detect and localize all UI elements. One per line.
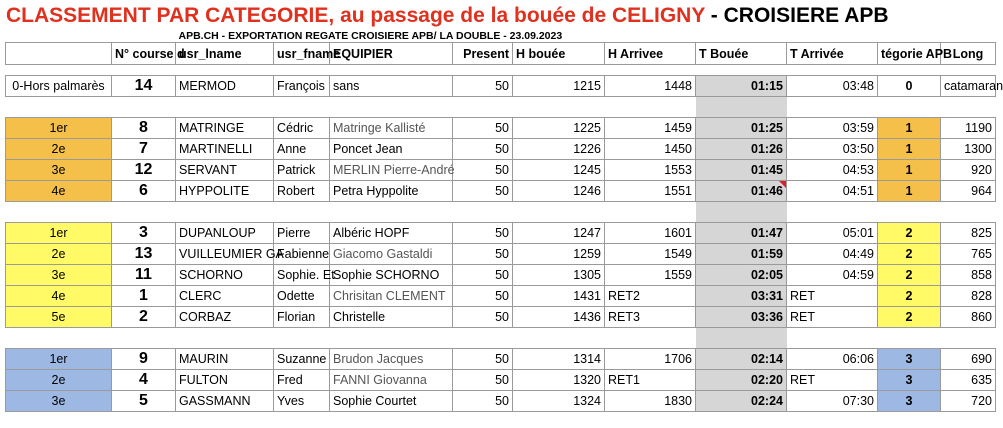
- cell-empty[interactable]: [6, 30, 112, 43]
- lastname-cell[interactable]: HYPPOLITE: [176, 181, 274, 202]
- separator-row: [6, 202, 996, 223]
- lastname-cell[interactable]: CLERC: [176, 286, 274, 307]
- category-cell[interactable]: 2: [878, 223, 941, 244]
- category-cell[interactable]: 1: [878, 118, 941, 139]
- cell-empty[interactable]: [787, 328, 878, 349]
- cell-empty[interactable]: [513, 97, 605, 118]
- cell-empty[interactable]: [941, 65, 996, 76]
- category-cell[interactable]: 1: [878, 160, 941, 181]
- cell-empty[interactable]: [274, 97, 330, 118]
- table-row[interactable]: [6, 286, 996, 307]
- cell-empty[interactable]: [112, 30, 176, 43]
- cell-empty[interactable]: [513, 328, 605, 349]
- table-row[interactable]: [6, 181, 996, 202]
- column-header[interactable]: T Arrivée: [787, 43, 878, 65]
- firstname-cell[interactable]: Suzanne: [274, 349, 330, 370]
- buoy-time-cell[interactable]: 01:26: [696, 139, 787, 160]
- lastname-cell[interactable]: GASSMANN: [176, 391, 274, 412]
- buoy-hour-cell[interactable]: 1246: [513, 181, 605, 202]
- race-number-cell[interactable]: 8: [112, 118, 176, 139]
- category-cell[interactable]: 2: [878, 307, 941, 328]
- crew-cell[interactable]: sans: [330, 76, 453, 97]
- arrival-hour-cell[interactable]: RET2: [605, 286, 696, 307]
- cell-empty[interactable]: [112, 202, 176, 223]
- rank-cell[interactable]: 1er: [6, 349, 112, 370]
- buoy-hour-cell[interactable]: 1245: [513, 160, 605, 181]
- cell-empty[interactable]: [605, 328, 696, 349]
- race-number-cell[interactable]: 1: [112, 286, 176, 307]
- length-cell[interactable]: catamaran: [941, 76, 996, 97]
- table-row[interactable]: [6, 76, 996, 97]
- title-main: CLASSEMENT PAR CATEGORIE, au passage de la bouée de CELIGNY: [6, 4, 705, 27]
- length-cell[interactable]: 920: [941, 160, 996, 181]
- firstname-cell[interactable]: Pierre: [274, 223, 330, 244]
- category-cell[interactable]: 1: [878, 181, 941, 202]
- cell-empty[interactable]: [330, 97, 453, 118]
- cell-empty[interactable]: [513, 65, 605, 76]
- rank-cell[interactable]: 2e: [6, 244, 112, 265]
- column-header[interactable]: tégorie APB: [878, 43, 941, 65]
- rank-cell[interactable]: 2e: [6, 139, 112, 160]
- cell-empty[interactable]: [274, 65, 330, 76]
- table-row[interactable]: [6, 349, 996, 370]
- category-cell[interactable]: 3: [878, 349, 941, 370]
- buoy-hour-cell[interactable]: 1226: [513, 139, 605, 160]
- arrival-hour-cell[interactable]: 1551: [605, 181, 696, 202]
- arrival-hour-cell[interactable]: 1450: [605, 139, 696, 160]
- column-header[interactable]: EQUIPIER: [330, 43, 453, 65]
- cell-empty[interactable]: [513, 202, 605, 223]
- crew-cell[interactable]: Matringe Kallisté: [330, 118, 453, 139]
- race-number-cell[interactable]: 9: [112, 349, 176, 370]
- arrival-time-cell[interactable]: RET: [787, 307, 878, 328]
- length-cell[interactable]: 858: [941, 265, 996, 286]
- column-header[interactable]: usr_lname: [176, 43, 274, 65]
- cell-empty[interactable]: [696, 202, 787, 223]
- buoy-hour-cell[interactable]: 1247: [513, 223, 605, 244]
- firstname-cell[interactable]: Patrick: [274, 160, 330, 181]
- buoy-time-cell[interactable]: 02:14: [696, 349, 787, 370]
- firstname-cell[interactable]: Florian: [274, 307, 330, 328]
- cell-empty[interactable]: [696, 328, 787, 349]
- buoy-hour-cell[interactable]: 1225: [513, 118, 605, 139]
- arrival-hour-cell[interactable]: 1559: [605, 265, 696, 286]
- rank-cell[interactable]: 4e: [6, 286, 112, 307]
- lastname-cell[interactable]: MERMOD: [176, 76, 274, 97]
- cell-empty[interactable]: [787, 65, 878, 76]
- rank-cell[interactable]: 3e: [6, 160, 112, 181]
- table-row[interactable]: [6, 160, 996, 181]
- header-row: [6, 43, 996, 65]
- length-cell[interactable]: 828: [941, 286, 996, 307]
- subtitle-row: [6, 30, 996, 43]
- cell-empty[interactable]: [605, 65, 696, 76]
- cell-empty[interactable]: [941, 97, 996, 118]
- present-cell[interactable]: 50: [453, 244, 513, 265]
- arrival-time-cell[interactable]: 07:30: [787, 391, 878, 412]
- buoy-hour-cell[interactable]: 1320: [513, 370, 605, 391]
- cell-empty[interactable]: [878, 97, 941, 118]
- cell-empty[interactable]: [176, 202, 274, 223]
- arrival-hour-cell[interactable]: 1553: [605, 160, 696, 181]
- arrival-time-cell[interactable]: 06:06: [787, 349, 878, 370]
- category-cell[interactable]: 1: [878, 139, 941, 160]
- race-number-cell[interactable]: 13: [112, 244, 176, 265]
- race-number-cell[interactable]: 5: [112, 391, 176, 412]
- cell-empty[interactable]: [787, 202, 878, 223]
- present-cell[interactable]: 50: [453, 139, 513, 160]
- column-header[interactable]: T Bouée: [696, 43, 787, 65]
- arrival-hour-cell[interactable]: RET3: [605, 307, 696, 328]
- cell-empty[interactable]: [605, 97, 696, 118]
- race-number-cell[interactable]: 12: [112, 160, 176, 181]
- category-cell[interactable]: 3: [878, 370, 941, 391]
- rank-cell[interactable]: 0-Hors palmarès: [6, 76, 112, 97]
- present-cell[interactable]: 50: [453, 160, 513, 181]
- crew-cell[interactable]: Albéric HOPF: [330, 223, 453, 244]
- arrival-time-cell[interactable]: 03:50: [787, 139, 878, 160]
- rank-cell[interactable]: 4e: [6, 181, 112, 202]
- crew-cell[interactable]: MERLIN Pierre-André: [330, 160, 453, 181]
- buoy-hour-cell[interactable]: 1324: [513, 391, 605, 412]
- firstname-cell[interactable]: Robert: [274, 181, 330, 202]
- category-cell[interactable]: 3: [878, 391, 941, 412]
- buoy-time-cell[interactable]: 02:05: [696, 265, 787, 286]
- lastname-cell[interactable]: FULTON: [176, 370, 274, 391]
- rank-cell[interactable]: 1er: [6, 223, 112, 244]
- column-header[interactable]: Present: [453, 43, 513, 65]
- cell-empty[interactable]: [176, 97, 274, 118]
- crew-cell[interactable]: Sophie SCHORNO: [330, 265, 453, 286]
- crew-cell[interactable]: Petra Hyppolite: [330, 181, 453, 202]
- buoy-hour-cell[interactable]: 1215: [513, 76, 605, 97]
- arrival-time-cell[interactable]: 03:48: [787, 76, 878, 97]
- category-cell[interactable]: 2: [878, 286, 941, 307]
- buoy-time-cell[interactable]: 01:25: [696, 118, 787, 139]
- table-row[interactable]: [6, 265, 996, 286]
- race-number-cell[interactable]: 2: [112, 307, 176, 328]
- arrival-time-cell[interactable]: 04:53: [787, 160, 878, 181]
- table-row[interactable]: [6, 370, 996, 391]
- arrival-time-cell[interactable]: 03:59: [787, 118, 878, 139]
- buoy-time-cell[interactable]: 01:46: [696, 181, 787, 202]
- firstname-cell[interactable]: Fred: [274, 370, 330, 391]
- cell-empty[interactable]: [274, 328, 330, 349]
- lastname-cell[interactable]: MATRINGE: [176, 118, 274, 139]
- firstname-cell[interactable]: Odette: [274, 286, 330, 307]
- cell-empty[interactable]: [941, 328, 996, 349]
- buoy-time-cell[interactable]: 01:45: [696, 160, 787, 181]
- present-cell[interactable]: 50: [453, 391, 513, 412]
- table-row[interactable]: [6, 307, 996, 328]
- title-suffix: - CROISIERE APB: [704, 4, 889, 27]
- length-cell[interactable]: 690: [941, 349, 996, 370]
- present-cell[interactable]: 50: [453, 181, 513, 202]
- cell-empty[interactable]: [605, 202, 696, 223]
- cell-empty[interactable]: [176, 65, 274, 76]
- race-number-cell[interactable]: 14: [112, 76, 176, 97]
- arrival-time-cell[interactable]: 04:51: [787, 181, 878, 202]
- cell-empty[interactable]: [878, 328, 941, 349]
- length-cell[interactable]: 860: [941, 307, 996, 328]
- race-number-cell[interactable]: 3: [112, 223, 176, 244]
- present-cell[interactable]: 50: [453, 307, 513, 328]
- buoy-time-cell[interactable]: 02:24: [696, 391, 787, 412]
- buoy-hour-cell[interactable]: 1259: [513, 244, 605, 265]
- separator-row: [6, 65, 996, 76]
- present-cell[interactable]: 50: [453, 349, 513, 370]
- cell-empty[interactable]: [878, 65, 941, 76]
- column-header[interactable]: [6, 43, 112, 65]
- present-cell[interactable]: 50: [453, 118, 513, 139]
- cell-empty[interactable]: [453, 202, 513, 223]
- column-header[interactable]: Long: [941, 43, 996, 65]
- rank-cell[interactable]: 2e: [6, 370, 112, 391]
- cell-empty[interactable]: [176, 328, 274, 349]
- cell-empty[interactable]: [453, 65, 513, 76]
- arrival-hour-cell[interactable]: 1601: [605, 223, 696, 244]
- length-cell[interactable]: 1300: [941, 139, 996, 160]
- present-cell[interactable]: 50: [453, 370, 513, 391]
- arrival-time-cell[interactable]: 04:49: [787, 244, 878, 265]
- lastname-cell[interactable]: MAURIN: [176, 349, 274, 370]
- arrival-hour-cell[interactable]: 1706: [605, 349, 696, 370]
- category-cell[interactable]: 0: [878, 76, 941, 97]
- firstname-cell[interactable]: Anne: [274, 139, 330, 160]
- cell-empty[interactable]: [6, 97, 112, 118]
- export-subtitle[interactable]: APB.CH - EXPORTATION REGATE CROISIERE APB/ LA DOUBLE - 23.09.2023: [178, 30, 563, 42]
- length-cell[interactable]: 1190: [941, 118, 996, 139]
- cell-empty[interactable]: [330, 328, 453, 349]
- column-header[interactable]: H Arrivee: [605, 43, 696, 65]
- cell-empty[interactable]: [274, 202, 330, 223]
- category-cell[interactable]: 2: [878, 244, 941, 265]
- cell-empty[interactable]: [6, 202, 112, 223]
- crew-cell[interactable]: Poncet Jean: [330, 139, 453, 160]
- cell-empty[interactable]: [696, 65, 787, 76]
- rank-cell[interactable]: 5e: [6, 307, 112, 328]
- cell-empty[interactable]: [330, 202, 453, 223]
- cell-empty[interactable]: [696, 97, 787, 118]
- buoy-time-cell[interactable]: 03:31: [696, 286, 787, 307]
- separator-row: [6, 328, 996, 349]
- race-number-cell[interactable]: 11: [112, 265, 176, 286]
- firstname-cell[interactable]: Cédric: [274, 118, 330, 139]
- category-cell[interactable]: 2: [878, 265, 941, 286]
- crew-cell[interactable]: Sophie Courtet: [330, 391, 453, 412]
- present-cell[interactable]: 50: [453, 223, 513, 244]
- cell-empty[interactable]: [112, 328, 176, 349]
- length-cell[interactable]: 765: [941, 244, 996, 265]
- cell-empty[interactable]: [787, 97, 878, 118]
- cell-empty[interactable]: [941, 202, 996, 223]
- present-cell[interactable]: 50: [453, 76, 513, 97]
- lastname-cell[interactable]: MARTINELLI: [176, 139, 274, 160]
- arrival-hour-cell[interactable]: 1830: [605, 391, 696, 412]
- crew-cell[interactable]: Chrisitan CLEMENT: [330, 286, 453, 307]
- arrival-hour-cell[interactable]: 1549: [605, 244, 696, 265]
- present-cell[interactable]: 50: [453, 286, 513, 307]
- arrival-time-cell[interactable]: 05:01: [787, 223, 878, 244]
- buoy-time-cell[interactable]: 03:36: [696, 307, 787, 328]
- cell-empty[interactable]: [330, 65, 453, 76]
- buoy-hour-cell[interactable]: 1431: [513, 286, 605, 307]
- rank-cell[interactable]: 3e: [6, 265, 112, 286]
- length-cell[interactable]: 825: [941, 223, 996, 244]
- buoy-time-cell[interactable]: 02:20: [696, 370, 787, 391]
- sheet-title: [6, 2, 889, 30]
- lastname-cell[interactable]: CORBAZ: [176, 307, 274, 328]
- present-cell[interactable]: 50: [453, 265, 513, 286]
- arrival-hour-cell[interactable]: 1459: [605, 118, 696, 139]
- table-row[interactable]: [6, 223, 996, 244]
- rank-cell[interactable]: 3e: [6, 391, 112, 412]
- race-number-cell[interactable]: 7: [112, 139, 176, 160]
- race-number-cell[interactable]: 4: [112, 370, 176, 391]
- buoy-time-cell[interactable]: 01:59: [696, 244, 787, 265]
- crew-cell[interactable]: Brudon Jacques: [330, 349, 453, 370]
- firstname-cell[interactable]: Sophie. Et: [274, 265, 330, 286]
- buoy-time-cell[interactable]: 01:15: [696, 76, 787, 97]
- cell-empty[interactable]: [112, 65, 176, 76]
- column-header[interactable]: usr_fname: [274, 43, 330, 65]
- cell-empty[interactable]: [453, 328, 513, 349]
- table-row[interactable]: [6, 391, 996, 412]
- table-row[interactable]: [6, 244, 996, 265]
- arrival-hour-cell[interactable]: RET1: [605, 370, 696, 391]
- column-header[interactable]: H bouée: [513, 43, 605, 65]
- firstname-cell[interactable]: Fabienne: [274, 244, 330, 265]
- length-cell[interactable]: 635: [941, 370, 996, 391]
- arrival-time-cell[interactable]: 04:59: [787, 265, 878, 286]
- arrival-hour-cell[interactable]: 1448: [605, 76, 696, 97]
- crew-cell[interactable]: FANNI Giovanna: [330, 370, 453, 391]
- separator-row: [6, 97, 996, 118]
- buoy-hour-cell[interactable]: 1314: [513, 349, 605, 370]
- cell-empty[interactable]: [6, 65, 112, 76]
- arrival-time-cell[interactable]: RET: [787, 370, 878, 391]
- cell-empty[interactable]: [453, 97, 513, 118]
- length-cell[interactable]: 720: [941, 391, 996, 412]
- race-number-cell[interactable]: 6: [112, 181, 176, 202]
- lastname-cell[interactable]: SCHORNO: [176, 265, 274, 286]
- length-cell[interactable]: 964: [941, 181, 996, 202]
- lastname-cell[interactable]: SERVANT: [176, 160, 274, 181]
- arrival-time-cell[interactable]: RET: [787, 286, 878, 307]
- crew-cell[interactable]: Christelle: [330, 307, 453, 328]
- cell-empty[interactable]: [878, 202, 941, 223]
- firstname-cell[interactable]: Yves: [274, 391, 330, 412]
- table-row[interactable]: [6, 118, 996, 139]
- column-header[interactable]: N° course d: [112, 43, 176, 65]
- cell-empty[interactable]: [6, 328, 112, 349]
- lastname-cell[interactable]: VUILLEUMIER GA: [176, 244, 274, 265]
- buoy-hour-cell[interactable]: 1305: [513, 265, 605, 286]
- lastname-cell[interactable]: DUPANLOUP: [176, 223, 274, 244]
- cell-empty[interactable]: [112, 97, 176, 118]
- ranking-table: [5, 30, 1003, 412]
- buoy-hour-cell[interactable]: 1436: [513, 307, 605, 328]
- table-row[interactable]: [6, 139, 996, 160]
- buoy-time-cell[interactable]: 01:47: [696, 223, 787, 244]
- firstname-cell[interactable]: François: [274, 76, 330, 97]
- crew-cell[interactable]: Giacomo Gastaldi: [330, 244, 453, 265]
- rank-cell[interactable]: 1er: [6, 118, 112, 139]
